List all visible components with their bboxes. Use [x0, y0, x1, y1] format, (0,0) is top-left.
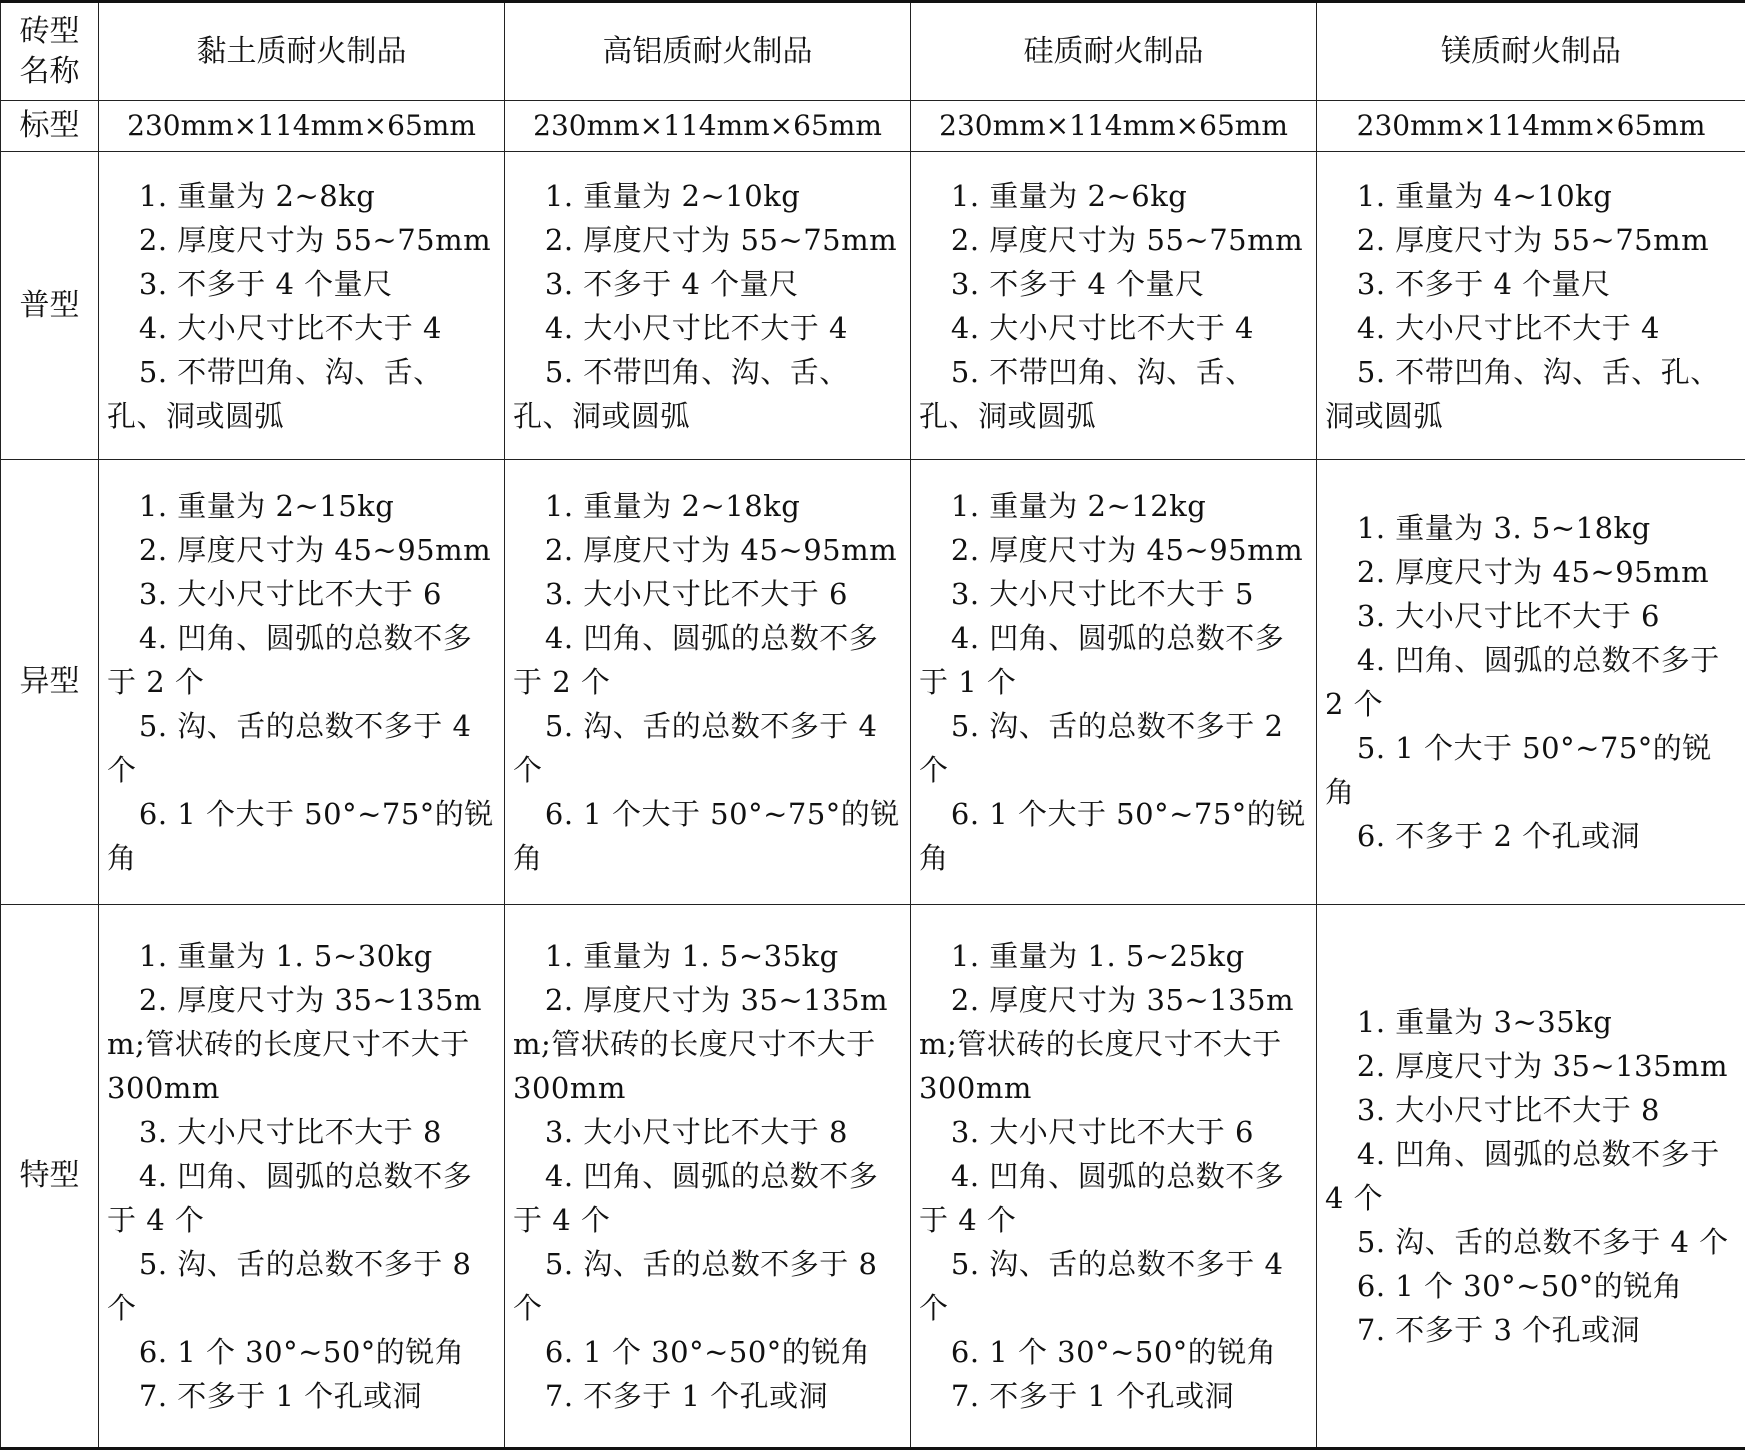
header-row — [1, 2, 1745, 101]
row-special — [1, 905, 1745, 1449]
list-item: 4. 凹角、圆弧的总数不多于 1 个 — [919, 616, 1308, 704]
list-item: 1. 重量为 2~6kg — [919, 174, 1308, 218]
cell-special-magnesia — [1317, 905, 1745, 1449]
list-item: 2. 厚度尺寸为 45~95mm — [919, 528, 1308, 572]
cell-special-silica — [911, 905, 1317, 1449]
cell-ordinary-clay — [99, 152, 505, 460]
list-item: 4. 凹角、圆弧的总数不多于 2 个 — [107, 616, 496, 704]
list-item: 6. 1 个 30°~50°的锐角 — [1325, 1264, 1737, 1308]
cell-standard-silica: 230mm×114mm×65mm — [911, 101, 1317, 152]
cell-ordinary-high-alumina — [505, 152, 911, 460]
list-item: 3. 大小尺寸比不大于 6 — [919, 1110, 1308, 1154]
list-item: 6. 1 个大于 50°~75°的锐角 — [919, 792, 1308, 880]
corner-label-line2: 名称 — [20, 54, 80, 89]
list-item: 7. 不多于 1 个孔或洞 — [107, 1374, 496, 1418]
column-header-magnesia: 镁质耐火制品 — [1317, 2, 1745, 101]
list-item: 5. 沟、舌的总数不多于 4 个 — [919, 1242, 1308, 1330]
list-item: 5. 不带凹角、沟、舌、孔、洞或圆弧 — [513, 350, 902, 438]
list-item: 1. 重量为 1. 5~25kg — [919, 934, 1308, 978]
row-ordinary — [1, 152, 1745, 460]
list-item: 6. 1 个 30°~50°的锐角 — [107, 1330, 496, 1374]
list-item: 2. 厚度尺寸为 45~95mm — [107, 528, 496, 572]
list-item: 2. 厚度尺寸为 55~75mm — [513, 218, 902, 262]
list-item: 3. 大小尺寸比不大于 8 — [107, 1110, 496, 1154]
list-item: 7. 不多于 3 个孔或洞 — [1325, 1308, 1737, 1352]
list-item: 5. 沟、舌的总数不多于 2 个 — [919, 704, 1308, 792]
cell-irregular-magnesia — [1317, 460, 1745, 905]
list-item: 3. 大小尺寸比不大于 6 — [1325, 594, 1737, 638]
list-item: 2. 厚度尺寸为 55~75mm — [107, 218, 496, 262]
list-item: 3. 大小尺寸比不大于 6 — [513, 572, 902, 616]
cell-irregular-high-alumina — [505, 460, 911, 905]
list-item: 1. 重量为 2~18kg — [513, 484, 902, 528]
list-item: 3. 不多于 4 个量尺 — [919, 262, 1308, 306]
list-item: 5. 沟、舌的总数不多于 4 个 — [107, 704, 496, 792]
list-item: 4. 凹角、圆弧的总数不多于 4 个 — [919, 1154, 1308, 1242]
cell-standard-magnesia: 230mm×114mm×65mm — [1317, 101, 1745, 152]
list-item: 6. 1 个 30°~50°的锐角 — [919, 1330, 1308, 1374]
list-item: 5. 不带凹角、沟、舌、孔、洞或圆弧 — [1325, 350, 1737, 438]
list-item: 1. 重量为 4~10kg — [1325, 174, 1737, 218]
list-item: 4. 凹角、圆弧的总数不多于 4 个 — [1325, 1132, 1737, 1220]
column-header-high-alumina: 高铝质耐火制品 — [505, 2, 911, 101]
cell-ordinary-silica — [911, 152, 1317, 460]
corner-label-line1: 砖型 — [20, 14, 80, 49]
list-item: 5. 沟、舌的总数不多于 8 个 — [107, 1242, 496, 1330]
cell-special-high-alumina — [505, 905, 911, 1449]
list-item: 3. 大小尺寸比不大于 8 — [1325, 1088, 1737, 1132]
list-item: 2. 厚度尺寸为 45~95mm — [513, 528, 902, 572]
list-item: 7. 不多于 1 个孔或洞 — [513, 1374, 902, 1418]
list-item: 1. 重量为 1. 5~30kg — [107, 934, 496, 978]
list-item: 2. 厚度尺寸为 55~75mm — [919, 218, 1308, 262]
cell-standard-clay: 230mm×114mm×65mm — [99, 101, 505, 152]
list-item: 1. 重量为 2~8kg — [107, 174, 496, 218]
row-label-ordinary: 普型 — [1, 152, 99, 460]
corner-header-cell — [1, 2, 99, 101]
list-item: 6. 1 个大于 50°~75°的锐角 — [107, 792, 496, 880]
list-item: 4. 大小尺寸比不大于 4 — [1325, 306, 1737, 350]
list-item: 1. 重量为 3~35kg — [1325, 1000, 1737, 1044]
list-item: 5. 不带凹角、沟、舌、孔、洞或圆弧 — [107, 350, 496, 438]
list-item: 1. 重量为 2~15kg — [107, 484, 496, 528]
list-item: 5. 沟、舌的总数不多于 8 个 — [513, 1242, 902, 1330]
list-item: 4. 凹角、圆弧的总数不多于 2 个 — [1325, 638, 1737, 726]
list-item: 5. 沟、舌的总数不多于 4 个 — [513, 704, 902, 792]
column-header-clay: 黏土质耐火制品 — [99, 2, 505, 101]
row-irregular — [1, 460, 1745, 905]
list-item: 4. 凹角、圆弧的总数不多于 2 个 — [513, 616, 902, 704]
cell-irregular-silica — [911, 460, 1317, 905]
list-item: 5. 1 个大于 50°~75°的锐角 — [1325, 726, 1737, 814]
list-item: 3. 不多于 4 个量尺 — [513, 262, 902, 306]
row-label-irregular: 异型 — [1, 460, 99, 905]
row-label-special: 特型 — [1, 905, 99, 1449]
list-item: 3. 大小尺寸比不大于 8 — [513, 1110, 902, 1154]
list-item: 6. 不多于 2 个孔或洞 — [1325, 814, 1737, 858]
list-item: 6. 1 个大于 50°~75°的锐角 — [513, 792, 902, 880]
list-item: 2. 厚度尺寸为 45~95mm — [1325, 550, 1737, 594]
list-item: 2. 厚度尺寸为 35~135mm — [1325, 1044, 1737, 1088]
cell-ordinary-magnesia — [1317, 152, 1745, 460]
list-item: 5. 不带凹角、沟、舌、孔、洞或圆弧 — [919, 350, 1308, 438]
list-item: 3. 不多于 4 个量尺 — [107, 262, 496, 306]
list-item: 1. 重量为 1. 5~35kg — [513, 934, 902, 978]
row-standard — [1, 101, 1745, 152]
list-item: 3. 大小尺寸比不大于 5 — [919, 572, 1308, 616]
list-item: 2. 厚度尺寸为 35~135mm;管状砖的长度尺寸不大于 300mm — [107, 978, 496, 1110]
list-item: 2. 厚度尺寸为 35~135mm;管状砖的长度尺寸不大于 300mm — [919, 978, 1308, 1110]
column-header-silica: 硅质耐火制品 — [911, 2, 1317, 101]
row-label-standard: 标型 — [1, 101, 99, 152]
list-item: 2. 厚度尺寸为 55~75mm — [1325, 218, 1737, 262]
list-item: 1. 重量为 3. 5~18kg — [1325, 506, 1737, 550]
table-body — [1, 2, 1745, 1449]
list-item: 4. 凹角、圆弧的总数不多于 4 个 — [107, 1154, 496, 1242]
list-item: 4. 大小尺寸比不大于 4 — [513, 306, 902, 350]
list-item: 4. 大小尺寸比不大于 4 — [919, 306, 1308, 350]
list-item: 3. 大小尺寸比不大于 6 — [107, 572, 496, 616]
list-item: 1. 重量为 2~10kg — [513, 174, 902, 218]
cell-standard-high-alumina: 230mm×114mm×65mm — [505, 101, 911, 152]
cell-special-clay — [99, 905, 505, 1449]
list-item: 1. 重量为 2~12kg — [919, 484, 1308, 528]
list-item: 4. 凹角、圆弧的总数不多于 4 个 — [513, 1154, 902, 1242]
list-item: 5. 沟、舌的总数不多于 4 个 — [1325, 1220, 1737, 1264]
list-item: 4. 大小尺寸比不大于 4 — [107, 306, 496, 350]
list-item: 7. 不多于 1 个孔或洞 — [919, 1374, 1308, 1418]
list-item: 6. 1 个 30°~50°的锐角 — [513, 1330, 902, 1374]
list-item: 2. 厚度尺寸为 35~135mm;管状砖的长度尺寸不大于 300mm — [513, 978, 902, 1110]
cell-irregular-clay — [99, 460, 505, 905]
list-item: 3. 不多于 4 个量尺 — [1325, 262, 1737, 306]
